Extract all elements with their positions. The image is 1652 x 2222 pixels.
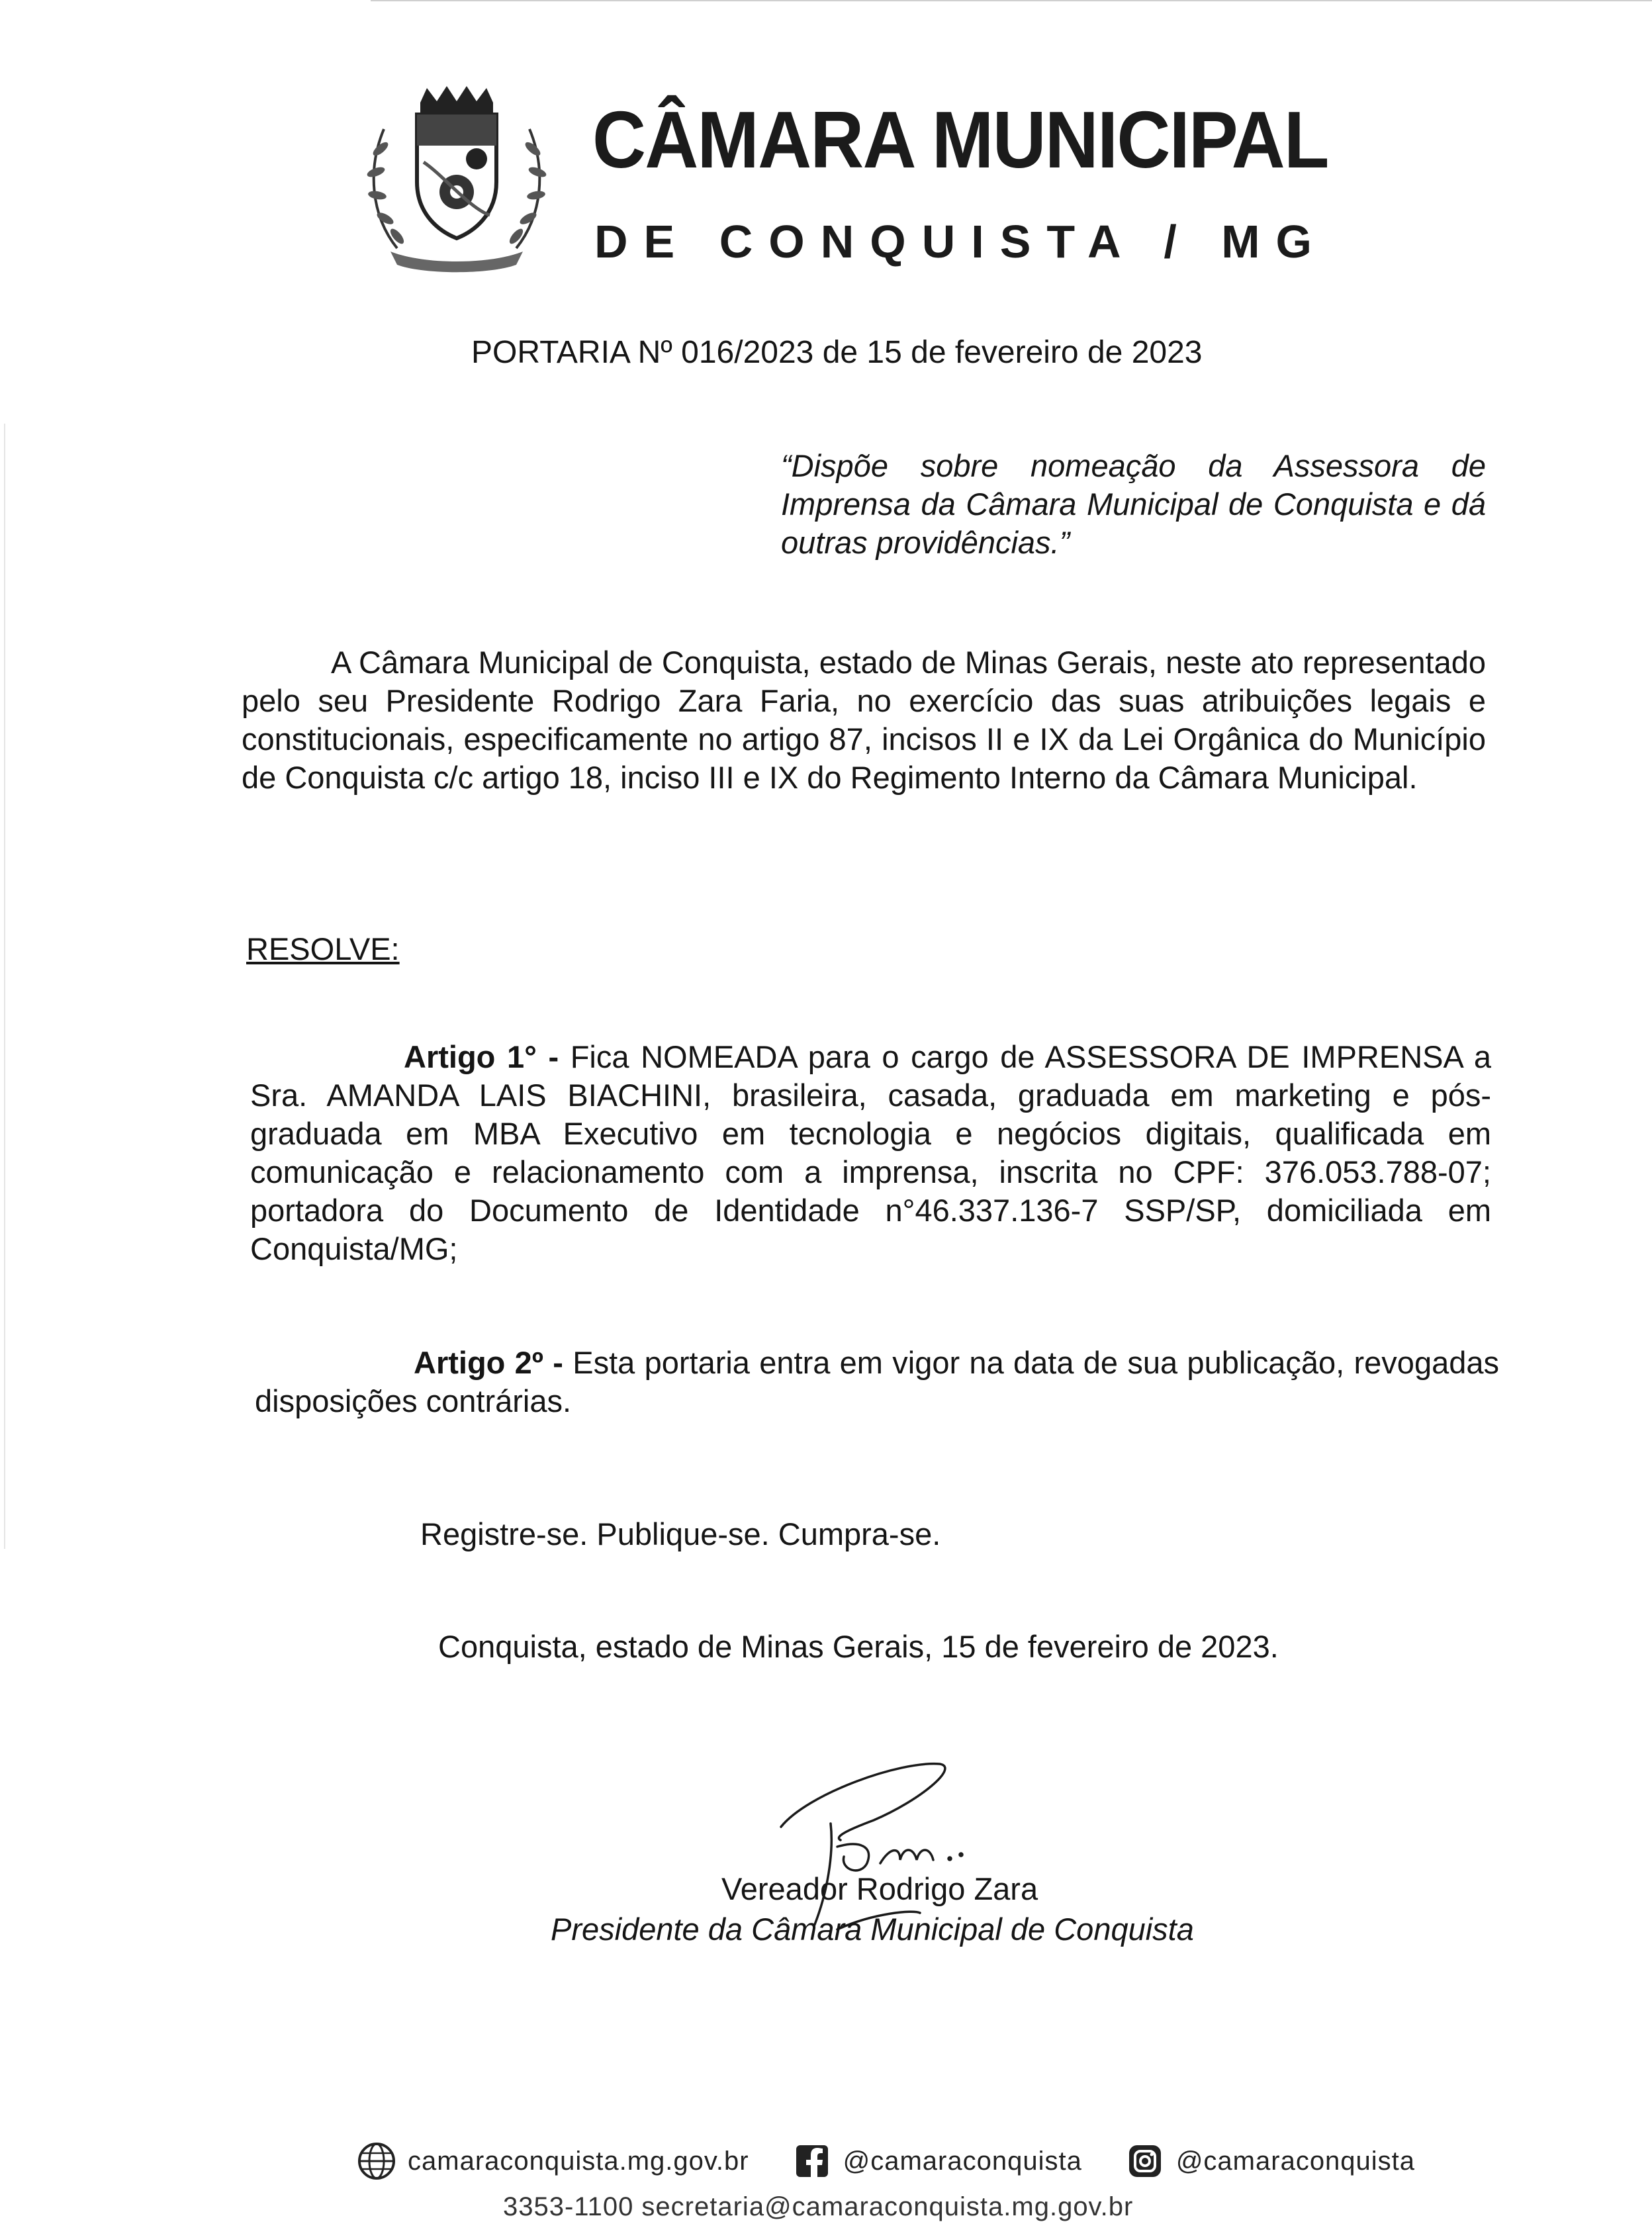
facebook-handle[interactable]: @camaraconquista: [843, 2146, 1082, 2176]
institution-subtitle: DE CONQUISTA / MG: [594, 216, 1328, 267]
closing-formula: Registre-se. Publique-se. Cumpra-se.: [420, 1516, 941, 1551]
instagram-icon: [1126, 2142, 1164, 2180]
place-date: Conquista, estado de Minas Gerais, 15 de fevereiro de 2023.: [438, 1629, 1279, 1664]
contact-line-partial: 3353-1100 secretaria@camaraconquista.mg.gov.br: [503, 2192, 1134, 2221]
article-2-text: Esta portaria entra em vigor na data de sua publicação, revogadas disposições contrárias.: [255, 1345, 1499, 1418]
website-link[interactable]: camaraconquista.mg.gov.br: [408, 2146, 749, 2176]
article-1-text: Fica NOMEADA para o cargo de ASSESSORA DE IMPRENSA a Sra. AMANDA LAIS BIACHINI, brasileira, casada, graduada em marketing e pós-graduada em MBA Executivo em tecnologia e negócios digitais, qualificada em comunicação e relacionamento com a imprensa, inscrita no CPF: 376.053.788-07; portadora do Documento de Identidade n°46.337.136-7 SSP/SP, domiciliada em Conquista/MG;: [250, 1039, 1491, 1266]
scan-edge-top: [371, 0, 1652, 1]
footer-contacts: [357, 2138, 1415, 2184]
preamble-text: A Câmara Municipal de Conquista, estado de Minas Gerais, neste ato representado pelo seu Presidente Rodrigo Zara Faria, no exercício das suas atribuições legais e constitucionais, especificamente no artigo 87, incisos II e IX da Lei Orgânica do Município de Conquista c/c artigo 18, inciso III e IX do Regimento Interno da Câmara Municipal.: [242, 645, 1486, 795]
article-1: [250, 1038, 1491, 1268]
article-2-label: Artigo 2º -: [414, 1345, 563, 1380]
ementa: “Dispõe sobre nomeação da Assessora de Imprensa da Câmara Municipal de Conquista e dá outras providências.”: [781, 448, 1486, 560]
facebook-icon: [793, 2142, 831, 2180]
instagram-handle[interactable]: @camaraconquista: [1175, 2146, 1416, 2176]
scan-edge-left: [4, 424, 5, 1549]
globe-icon: [357, 2142, 396, 2180]
document-title: PORTARIA Nº 016/2023 de 15 de fevereiro de 2023: [471, 335, 1203, 370]
coat-of-arms-icon: [357, 83, 556, 275]
signer-role: Presidente da Câmara Municipal de Conquista: [551, 1912, 1194, 1947]
institution-title: CÂMARA MUNICIPAL: [592, 95, 1328, 185]
preamble-paragraph: [242, 643, 1486, 797]
article-2: [255, 1344, 1499, 1420]
signer-name: Vereador Rodrigo Zara: [721, 1871, 1038, 1906]
resolve-heading: RESOLVE:: [246, 931, 400, 966]
article-1-label: Artigo 1° -: [404, 1039, 559, 1074]
